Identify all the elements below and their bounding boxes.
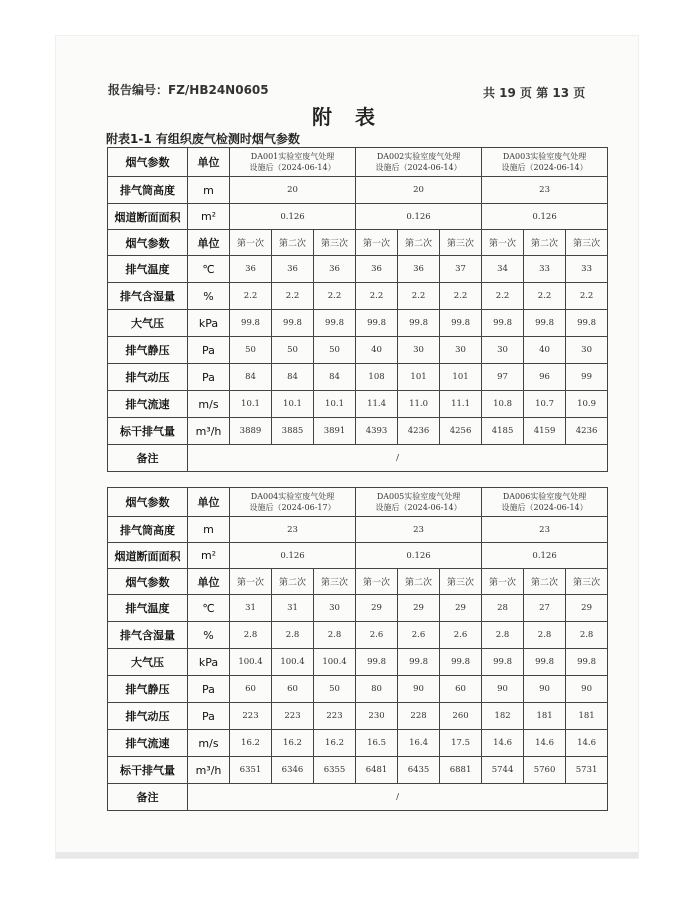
table-row <box>108 543 608 569</box>
order-header: 第三次 <box>314 230 356 256</box>
value-cell: 100.4 <box>314 649 356 676</box>
value-cell: 40 <box>356 337 398 364</box>
unit-cell: m³/h <box>188 757 230 784</box>
order-header: 第一次 <box>356 569 398 595</box>
value-cell: 2.2 <box>524 283 566 310</box>
value-cell: 6435 <box>398 757 440 784</box>
value-cell: 99 <box>566 364 608 391</box>
unit-cell: m <box>188 517 230 543</box>
value-cell: 4159 <box>524 418 566 445</box>
value-cell: 100.4 <box>230 649 272 676</box>
value-cell: 84 <box>272 364 314 391</box>
value-cell: 20 <box>230 177 356 204</box>
value-cell: 90 <box>524 676 566 703</box>
value-cell: 84 <box>230 364 272 391</box>
table-row <box>108 445 608 472</box>
value-cell: 10.1 <box>230 391 272 418</box>
value-cell: 23 <box>230 517 356 543</box>
value-cell: 31 <box>230 595 272 622</box>
value-cell: 30 <box>482 337 524 364</box>
order-header: 第二次 <box>398 569 440 595</box>
unit-cell: m² <box>188 543 230 569</box>
unit-header: 单位 <box>188 569 230 595</box>
source-header: DA001实验室废气处理 设施后（2024-06-14） <box>230 148 356 177</box>
source-header: DA005实验室废气处理 设施后（2024-06-14） <box>356 488 482 517</box>
value-cell: 30 <box>440 337 482 364</box>
table-row <box>108 730 608 757</box>
table-row <box>108 283 608 310</box>
value-cell: 99.8 <box>524 310 566 337</box>
value-cell: 181 <box>524 703 566 730</box>
value-cell: 37 <box>440 256 482 283</box>
value-cell: 33 <box>524 256 566 283</box>
table-row <box>108 488 608 517</box>
row-label: 排气含湿量 <box>108 283 188 310</box>
value-cell: 5731 <box>566 757 608 784</box>
value-cell: 6481 <box>356 757 398 784</box>
row-label: 排气流速 <box>108 730 188 757</box>
value-cell: 60 <box>440 676 482 703</box>
value-cell: 2.2 <box>440 283 482 310</box>
value-cell: 99.8 <box>314 310 356 337</box>
unit-header: 单位 <box>188 148 230 177</box>
row-label: 标干排气量 <box>108 757 188 784</box>
unit-cell: kPa <box>188 649 230 676</box>
value-cell: 0.126 <box>482 543 608 569</box>
order-header: 第三次 <box>566 569 608 595</box>
value-cell: 99.8 <box>356 310 398 337</box>
row-label: 排气温度 <box>108 595 188 622</box>
table-caption: 附表1-1 有组织废气检测时烟气参数 <box>106 132 300 146</box>
value-cell: 33 <box>566 256 608 283</box>
table-row <box>108 757 608 784</box>
value-cell: 90 <box>482 676 524 703</box>
value-cell: 5760 <box>524 757 566 784</box>
value-cell: 4256 <box>440 418 482 445</box>
order-header: 第二次 <box>524 569 566 595</box>
value-cell: 0.126 <box>356 543 482 569</box>
value-cell: 28 <box>482 595 524 622</box>
order-header: 第一次 <box>482 569 524 595</box>
unit-cell: m² <box>188 204 230 230</box>
flue-gas-table-1 <box>107 147 608 472</box>
table-row <box>108 703 608 730</box>
value-cell: 99.8 <box>230 310 272 337</box>
value-cell: 31 <box>272 595 314 622</box>
value-cell: 101 <box>440 364 482 391</box>
table-row <box>108 569 608 595</box>
table-row <box>108 517 608 543</box>
table-row <box>108 391 608 418</box>
value-cell: 29 <box>356 595 398 622</box>
row-label: 排气静压 <box>108 676 188 703</box>
remark-cell: / <box>188 445 608 472</box>
unit-cell: Pa <box>188 337 230 364</box>
value-cell: 3891 <box>314 418 356 445</box>
value-cell: 84 <box>314 364 356 391</box>
value-cell: 36 <box>398 256 440 283</box>
value-cell: 29 <box>440 595 482 622</box>
value-cell: 50 <box>314 337 356 364</box>
value-cell: 29 <box>566 595 608 622</box>
value-cell: 16.2 <box>230 730 272 757</box>
value-cell: 36 <box>230 256 272 283</box>
row-label: 排气静压 <box>108 337 188 364</box>
unit-cell: % <box>188 283 230 310</box>
table-row <box>108 649 608 676</box>
order-header: 第一次 <box>230 569 272 595</box>
value-cell: 16.5 <box>356 730 398 757</box>
value-cell: 99.8 <box>566 310 608 337</box>
value-cell: 50 <box>272 337 314 364</box>
order-header: 第二次 <box>272 230 314 256</box>
row-label: 排气温度 <box>108 256 188 283</box>
value-cell: 2.8 <box>230 622 272 649</box>
table-row <box>108 784 608 811</box>
value-cell: 2.2 <box>272 283 314 310</box>
source-header: DA006实验室废气处理 设施后（2024-06-14） <box>482 488 608 517</box>
table-row <box>108 676 608 703</box>
row-label: 大气压 <box>108 649 188 676</box>
value-cell: 182 <box>482 703 524 730</box>
order-header: 第二次 <box>524 230 566 256</box>
table-row <box>108 595 608 622</box>
row-label: 大气压 <box>108 310 188 337</box>
value-cell: 2.8 <box>524 622 566 649</box>
table-row <box>108 230 608 256</box>
unit-cell: m³/h <box>188 418 230 445</box>
row-label: 烟气参数 <box>108 230 188 256</box>
value-cell: 96 <box>524 364 566 391</box>
value-cell: 10.1 <box>314 391 356 418</box>
value-cell: 34 <box>482 256 524 283</box>
value-cell: 99.8 <box>272 310 314 337</box>
table-row <box>108 204 608 230</box>
value-cell: 10.9 <box>566 391 608 418</box>
row-label: 烟气参数 <box>108 148 188 177</box>
value-cell: 60 <box>230 676 272 703</box>
value-cell: 11.4 <box>356 391 398 418</box>
value-cell: 223 <box>230 703 272 730</box>
row-label: 烟气参数 <box>108 569 188 595</box>
unit-cell: ℃ <box>188 595 230 622</box>
value-cell: 2.2 <box>314 283 356 310</box>
order-header: 第二次 <box>398 230 440 256</box>
value-cell: 4236 <box>566 418 608 445</box>
value-cell: 10.7 <box>524 391 566 418</box>
value-cell: 2.2 <box>356 283 398 310</box>
source-header: DA002实验室废气处理 设施后（2024-06-14） <box>356 148 482 177</box>
value-cell: 108 <box>356 364 398 391</box>
value-cell: 99.8 <box>440 310 482 337</box>
unit-cell: kPa <box>188 310 230 337</box>
value-cell: 6881 <box>440 757 482 784</box>
table-row <box>108 148 608 177</box>
order-header: 第一次 <box>482 230 524 256</box>
row-label: 排气筒高度 <box>108 517 188 543</box>
value-cell: 16.4 <box>398 730 440 757</box>
unit-cell: Pa <box>188 703 230 730</box>
unit-cell: Pa <box>188 676 230 703</box>
value-cell: 23 <box>482 517 608 543</box>
value-cell: 4236 <box>398 418 440 445</box>
row-label: 排气动压 <box>108 703 188 730</box>
remark-cell: / <box>188 784 608 811</box>
source-header: DA004实验室废气处理 设施后（2024-06-17） <box>230 488 356 517</box>
value-cell: 2.8 <box>482 622 524 649</box>
value-cell: 99.8 <box>398 310 440 337</box>
value-cell: 40 <box>524 337 566 364</box>
unit-cell: m/s <box>188 391 230 418</box>
value-cell: 23 <box>356 517 482 543</box>
value-cell: 0.126 <box>356 204 482 230</box>
unit-cell: ℃ <box>188 256 230 283</box>
value-cell: 50 <box>314 676 356 703</box>
value-cell: 99.8 <box>482 649 524 676</box>
unit-header: 单位 <box>188 488 230 517</box>
flue-gas-table-2 <box>107 487 608 811</box>
row-label: 烟道断面面积 <box>108 204 188 230</box>
value-cell: 14.6 <box>524 730 566 757</box>
value-cell: 2.8 <box>314 622 356 649</box>
table-row <box>108 310 608 337</box>
value-cell: 14.6 <box>482 730 524 757</box>
value-cell: 230 <box>356 703 398 730</box>
unit-cell: m/s <box>188 730 230 757</box>
value-cell: 5744 <box>482 757 524 784</box>
value-cell: 30 <box>566 337 608 364</box>
page-title: 附 表 <box>312 105 383 129</box>
order-header: 第二次 <box>272 569 314 595</box>
unit-cell: Pa <box>188 364 230 391</box>
value-cell: 100.4 <box>272 649 314 676</box>
value-cell: 20 <box>356 177 482 204</box>
value-cell: 36 <box>314 256 356 283</box>
order-header: 第一次 <box>230 230 272 256</box>
order-header: 第三次 <box>314 569 356 595</box>
value-cell: 2.6 <box>440 622 482 649</box>
value-cell: 11.0 <box>398 391 440 418</box>
value-cell: 10.8 <box>482 391 524 418</box>
page-edge <box>56 852 638 858</box>
unit-cell: m <box>188 177 230 204</box>
report-number: 报告编号：FZ/HB24N0605 <box>108 83 269 97</box>
value-cell: 4185 <box>482 418 524 445</box>
row-label: 备注 <box>108 445 188 472</box>
value-cell: 16.2 <box>272 730 314 757</box>
table-row <box>108 364 608 391</box>
value-cell: 0.126 <box>230 543 356 569</box>
row-label: 排气流速 <box>108 391 188 418</box>
value-cell: 16.2 <box>314 730 356 757</box>
value-cell: 223 <box>314 703 356 730</box>
row-label: 烟道断面面积 <box>108 543 188 569</box>
value-cell: 14.6 <box>566 730 608 757</box>
value-cell: 99.8 <box>566 649 608 676</box>
value-cell: 10.1 <box>272 391 314 418</box>
unit-header: 单位 <box>188 230 230 256</box>
value-cell: 2.2 <box>398 283 440 310</box>
row-label: 排气含湿量 <box>108 622 188 649</box>
value-cell: 99.8 <box>356 649 398 676</box>
row-label: 排气筒高度 <box>108 177 188 204</box>
row-label: 排气动压 <box>108 364 188 391</box>
value-cell: 99.8 <box>398 649 440 676</box>
value-cell: 3885 <box>272 418 314 445</box>
value-cell: 11.1 <box>440 391 482 418</box>
value-cell: 99.8 <box>482 310 524 337</box>
value-cell: 36 <box>272 256 314 283</box>
order-header: 第三次 <box>440 230 482 256</box>
value-cell: 228 <box>398 703 440 730</box>
value-cell: 30 <box>314 595 356 622</box>
value-cell: 99.8 <box>440 649 482 676</box>
value-cell: 2.6 <box>356 622 398 649</box>
value-cell: 2.6 <box>398 622 440 649</box>
value-cell: 223 <box>272 703 314 730</box>
value-cell: 99.8 <box>524 649 566 676</box>
order-header: 第三次 <box>566 230 608 256</box>
value-cell: 2.2 <box>566 283 608 310</box>
source-header: DA003实验室废气处理 设施后（2024-06-14） <box>482 148 608 177</box>
value-cell: 2.2 <box>230 283 272 310</box>
value-cell: 36 <box>356 256 398 283</box>
value-cell: 50 <box>230 337 272 364</box>
value-cell: 29 <box>398 595 440 622</box>
table-row <box>108 337 608 364</box>
value-cell: 4393 <box>356 418 398 445</box>
unit-cell: % <box>188 622 230 649</box>
value-cell: 27 <box>524 595 566 622</box>
order-header: 第三次 <box>440 569 482 595</box>
value-cell: 2.8 <box>566 622 608 649</box>
value-cell: 60 <box>272 676 314 703</box>
value-cell: 6346 <box>272 757 314 784</box>
value-cell: 101 <box>398 364 440 391</box>
value-cell: 90 <box>398 676 440 703</box>
table-row <box>108 418 608 445</box>
value-cell: 90 <box>566 676 608 703</box>
value-cell: 260 <box>440 703 482 730</box>
row-label: 备注 <box>108 784 188 811</box>
value-cell: 17.5 <box>440 730 482 757</box>
row-label: 烟气参数 <box>108 488 188 517</box>
value-cell: 2.2 <box>482 283 524 310</box>
table-row <box>108 622 608 649</box>
value-cell: 3889 <box>230 418 272 445</box>
value-cell: 23 <box>482 177 608 204</box>
value-cell: 0.126 <box>482 204 608 230</box>
table-row <box>108 256 608 283</box>
value-cell: 30 <box>398 337 440 364</box>
value-cell: 6355 <box>314 757 356 784</box>
value-cell: 80 <box>356 676 398 703</box>
value-cell: 97 <box>482 364 524 391</box>
value-cell: 6351 <box>230 757 272 784</box>
order-header: 第一次 <box>356 230 398 256</box>
row-label: 标干排气量 <box>108 418 188 445</box>
value-cell: 2.8 <box>272 622 314 649</box>
value-cell: 181 <box>566 703 608 730</box>
table-row <box>108 177 608 204</box>
value-cell: 0.126 <box>230 204 356 230</box>
page-count: 共 19 页 第 13 页 <box>483 86 586 100</box>
